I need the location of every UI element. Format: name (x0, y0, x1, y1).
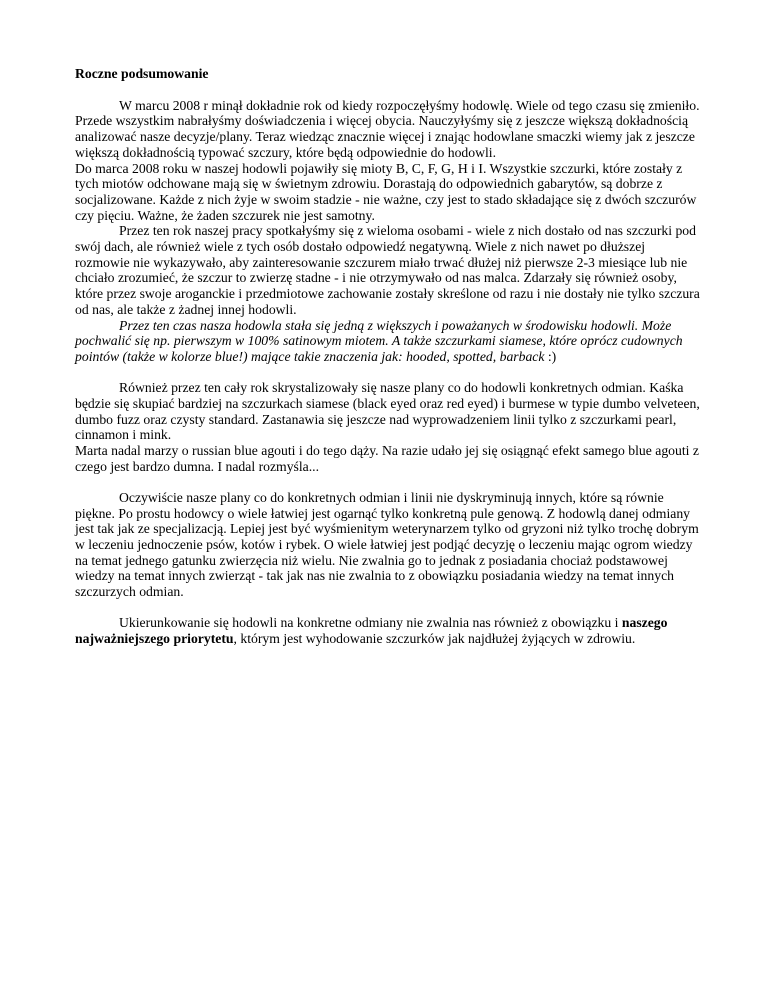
paragraph-anniversary: W marcu 2008 r minął dokładnie rok od kiedy rozpoczęłyśmy hodowlę. Wiele od tego czasu się zmieniło. Przede wszystkim nabrałyśmy doświadczenia i więcej obycia. Nauczyłyśmy się z jeszcze większą dokładnością analizować nasze decyzje/plany. Teraz wiedząc znacznie więcej i znając hodowlane smaczki wiemy jak z jeszcze większą dokładnością typować szczury, które będą odpowiednie do hodowli. (75, 97, 700, 160)
paragraph-litters: Do marca 2008 roku w naszej hodowli pojawiły się mioty B, C, F, G, H i I. Wszystkie szczurki, które zostały z tych miotów odchowane mają się w świetnym zdrowiu. Dorastają do odpowiednich gabarytów, są dobrze z socjalizowane. Każde z nich żyje w swoim stadzie - nie ważne, czy jest to stado składające się z dwóch szczurów czy pięciu. Ważne, że żaden szczurek nie jest samotny. (75, 160, 697, 223)
paragraph-marta: Marta nadal marzy o russian blue agouti i do tego dąży. Na razie udało jej się osiągnąć efekt samego blue agouti z czego jest bardzo dumna. I nadal rozmyśla... (75, 442, 699, 474)
paragraph-priority (75, 615, 701, 646)
document-page (75, 66, 701, 647)
paragraph-specialization: Oczywiście nasze plany co do konkretnych odmian i linii nie dyskryminują innych, które są równie piękne. Po prostu hodowcy o wiele łatwiej jest ogarnąć tylko konkretną pule genową. Z hodowlą danej odmiany jest tak jak ze specjalizacją. Lepiej jest być wyśmienitym weterynarzem tylko od gryzoni niż tylko trochę dobrym w leczeniu jednoczenie psów, kotów i rybek. O wiele łatwiej jest podjąć decyzję o leczeniu mając ogrom wiedzy na temat jednego gatunku zwierzęcia niż wielu. Nie zwalnia go to jednak z posiadania chociaż podstawowej wiedzy na temat innych zwierząt - tak jak nas nie zwalnia to z obowiązku posiadania wiedzy na temat innych szczurzych odmian. (75, 489, 699, 600)
document-title: Roczne podsumowanie (75, 66, 209, 81)
reputation-smiley: :) (544, 348, 557, 364)
priority-text-end: , którym jest wyhodowanie szczurków jak najdłużej żyjących w zdrowiu. (233, 631, 636, 646)
priority-text-start: Ukierunkowanie się hodowli na konkretne odmiany nie zwalnia nas również z obowiązku i (119, 615, 622, 631)
paragraph-reputation (75, 318, 701, 365)
priority-bold-text: naszego najważniejszego priorytetu (75, 615, 668, 646)
paragraph-people: Przez ten rok naszej pracy spotkałyśmy się z wieloma osobami - wiele z nich dostało od nas szczurki pod swój dach, ale również wiele z tych osób dostało odpowiedź negatywną. Wiele z nich nawet po dłuższej rozmowie nie wykazywało, aby zainteresowanie szczurem miało trwać dłużej niż pierwsze 2-3 miesiące lub nie chciało zrozumieć, że szczur to zwierzę stadne - i nie otrzymywało od nas malca. Zdarzały się również osoby, które przez swoje aroganckie i przedmiotowe zachowanie zostały skreślone od razu i nie dostały nie tylko szczura od nas, ale także z żadnej innej hodowli. (75, 223, 700, 317)
reputation-italic-text: Przez ten czas nasza hodowla stała się jedną z większych i poważanych w środowisku hodowli. Może pochwalić się np. pierwszym w 100% satinowym miotem. A także szczurkami siamese, które oprócz cudownych pointów (także w kolorze blue!) mające takie znaczenia jak: hooded, spotted, barback (75, 317, 683, 364)
paragraph-plans: Również przez ten cały rok skrystalizowały się nasze plany co do hodowli konkretnych odmian. Kaśka będzie się skupiać bardziej na szczurkach siamese (black eyed oraz red eyed) i burmese w typie dumbo velveteen, dumbo fuzz oraz czysty standard. Zastanawia się jeszcze nad wyprowadzeniem linii tylko z szczurkami pearl, cinnamon i mink. (75, 380, 700, 443)
